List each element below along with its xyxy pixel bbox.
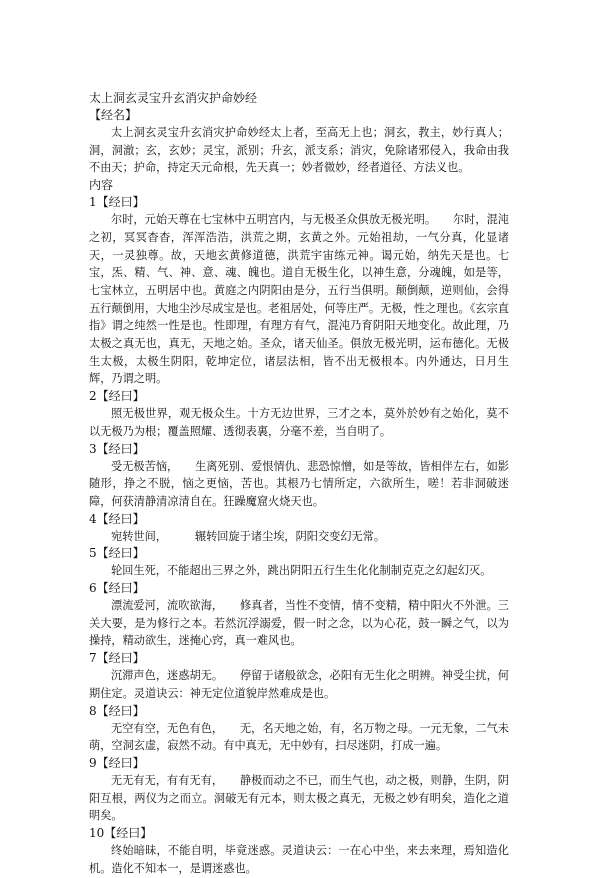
section-text-7: 沉滞声色，迷惑胡无。 停留于诸般欲念，必阳有无生化之明辨。神受尘扰，何期住定。灵道诀云：神无定位道貌岸然难成是也。	[89, 669, 509, 700]
section-header-8: 8【经曰】	[89, 703, 145, 718]
section-header-neirong: 内容	[89, 178, 114, 193]
section-text-3: 受无极苦恼， 生离死别、爱恨情仇、悲恐惊憎，如是等故，皆相伴左右，如影随形，挣之不脱，恼之更恼，苦也。其根乃七情所定，六欲所生，嗟！若非洞破迷障，何获清静清凉清自在。狂躁魔窟火烧天也。	[89, 459, 509, 508]
section-text-4: 宛转世间， 辗转回旋于诸尘埃，阴阳交变幻无常。	[111, 529, 386, 543]
section-text-2: 照无极世界，观无极众生。十方无边世界，三才之本，莫外於妙有之始化，莫不以无极乃为根；覆盖照耀、透彻表裏，分毫不差，当自明了。	[89, 407, 509, 438]
section-header-10: 10【经曰】	[89, 826, 153, 841]
document-page	[89, 90, 509, 878]
section-header-5: 5【经曰】	[89, 546, 145, 561]
section-text-6: 漂流爱河，流吹欲海， 修真者，当性不变情，情不变精，精中阳火不外泄。三关大要，是为修行之本。若然沉浮溺爱，假一时之念，以为心花，鼓一瞬之气，以为操持，精动欲生，迷掩心窍，真一难风也。	[89, 599, 509, 648]
section-text-9: 无无有无，有有无有， 静极而动之不已，而生气也，动之极，则静，生阴，阴阳互根，两仪为之而立。洞破无有元本，则太极之真无，无极之妙有明矣，造化之道明矣。	[89, 773, 509, 823]
section-header-1: 1【经曰】	[89, 195, 145, 210]
section-header-2: 2【经曰】	[89, 389, 145, 404]
section-header-7: 7【经曰】	[89, 651, 145, 666]
section-text-8: 无空有空，无色有色， 无，名天地之始，有，名万物之母。一元无象，二气未萌，空洞玄虚，寂然不动。有中真无，无中妙有，扫尽迷阴，打成一遍。	[89, 721, 509, 753]
section-text-5: 轮回生死，不能超出三界之外，跳出阴阳五行生生化化制制克克之幻起幻灭。	[111, 564, 492, 578]
section-text-1: 尔时，元始天尊在七宝林中五明宫内，与无极圣众俱放无极光明。 尔时，混沌之初，冥冥杳杳，浑浑浩浩，洪荒之期，玄黄之外。元始祖劫，一气分真，化显诸天，一灵独尊。故，天地玄黄修道德，洪荒宇宙练元神。谒元始，纳先天是也。七宝，炁、精、气、神、意、魂、魄也。道自无极生化，以神生意，分魂魄，如是等，七宝林立，五明居中也。黄庭之内阴阳由是分，五行当俱明。颠倒颠，逆则仙，会得五行颠倒用，大地尘沙尽成宝是也。老祖居处，何等庄严。无极，性之理也。《玄宗直指》谓之纯然一性是也。性即理，有理方有气，混沌乃育阴阳天地变化。故此理，乃太极之真无也，真无，天地之始。圣众，诸天仙圣。俱放无极光明，运布德化。无极生太极，太极生阴阳，乾坤定位，诸层法相，皆不出无极根本。内外通达，日月生辉，乃谓之明。	[89, 213, 509, 386]
section-text-10: 终始暗昧，不能自明，毕竟迷惑。灵道诀云：一在心中坐，来去来理，焉知造化机。造化不知本一，是谓迷惑也。	[89, 844, 509, 875]
section-header-6: 6【经曰】	[89, 581, 145, 596]
section-header-jingming: 【经名】	[89, 108, 138, 122]
section-header-4: 4【经曰】	[89, 511, 145, 526]
section-header-3: 3【经曰】	[89, 441, 145, 456]
section-text-jingming: 太上洞玄灵宝升玄消灾护命妙经太上者，至高无上也；洞玄，教主，妙行真人；洞，洞澈；玄，玄妙；灵宝，派别；升玄，派支系；消灾，免除诸邪侵入，我命由我不由天；护命，持定天元命根，先天真一；妙者微妙，经者道径、方法义也。	[89, 126, 509, 175]
document-title: 太上洞玄灵宝升玄消灾护命妙经	[89, 91, 258, 105]
section-header-9: 9【经曰】	[89, 755, 145, 770]
